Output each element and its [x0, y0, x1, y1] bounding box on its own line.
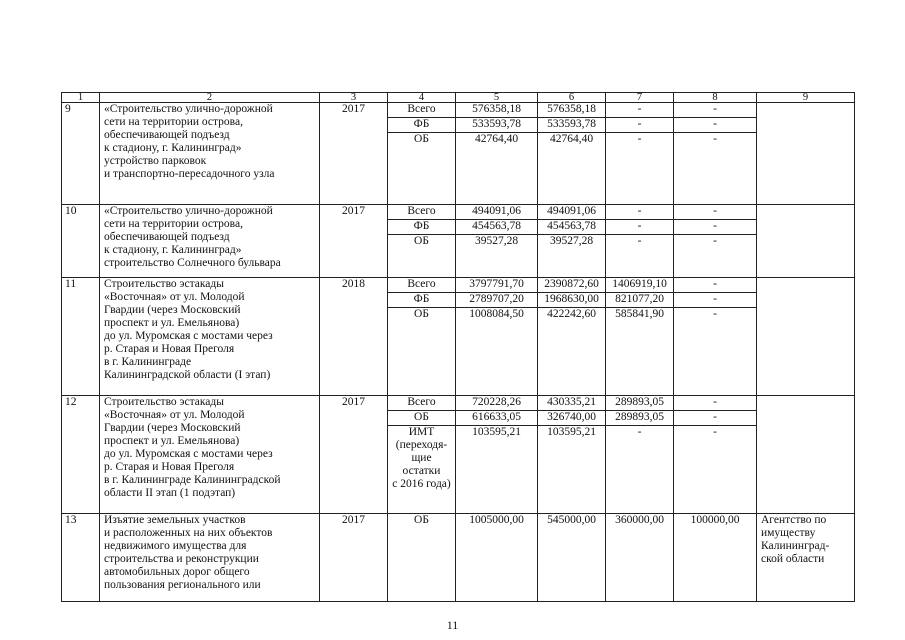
value-cell: 533593,78: [456, 118, 538, 133]
agency-cell: [757, 396, 855, 514]
funding-source-cell: ИМТ (переходя- щие остатки с 2016 года): [388, 426, 456, 514]
value-cell: 39527,28: [538, 235, 606, 278]
value-cell: 1968630,00: [538, 293, 606, 308]
header-row: [62, 93, 855, 103]
table-row: [62, 103, 855, 118]
agency-cell: Агентство по имуществу Калининград- ской области: [757, 514, 855, 602]
header-cell: 3: [320, 93, 388, 103]
header-cell: 5: [456, 93, 538, 103]
value-cell: 422242,60: [538, 308, 606, 396]
funding-source-cell: ОБ: [388, 308, 456, 396]
value-cell: 454563,78: [456, 220, 538, 235]
value-cell: -: [674, 426, 757, 514]
table-row: [62, 205, 855, 220]
value-cell: 533593,78: [538, 118, 606, 133]
value-cell: 289893,05: [606, 396, 674, 411]
value-cell: 454563,78: [538, 220, 606, 235]
year-cell: 2017: [320, 103, 388, 205]
table-row: [62, 278, 855, 293]
value-cell: -: [674, 235, 757, 278]
value-cell: 39527,28: [456, 235, 538, 278]
value-cell: 1008084,50: [456, 308, 538, 396]
value-cell: 1406919,10: [606, 278, 674, 293]
value-cell: 103595,21: [456, 426, 538, 514]
value-cell: 545000,00: [538, 514, 606, 602]
value-cell: 100000,00: [674, 514, 757, 602]
funding-source-cell: Всего: [388, 205, 456, 220]
value-cell: -: [674, 133, 757, 205]
row-number-cell: 13: [62, 514, 100, 602]
value-cell: 430335,21: [538, 396, 606, 411]
value-cell: -: [606, 118, 674, 133]
value-cell: -: [674, 396, 757, 411]
value-cell: -: [606, 426, 674, 514]
funding-source-cell: ФБ: [388, 118, 456, 133]
value-cell: -: [674, 118, 757, 133]
value-cell: 42764,40: [456, 133, 538, 205]
project-name-cell: Строительство эстакады «Восточная» от ул. Молодой Гвардии (через Московский проспект и ул. Емельянова) до ул. Муромская с мостами через р. Старая и Новая Преголя в г. Калининграде Калининградской области (I этап): [100, 278, 320, 396]
table-row: [62, 396, 855, 411]
funding-source-cell: ОБ: [388, 514, 456, 602]
year-cell: 2017: [320, 396, 388, 514]
value-cell: 42764,40: [538, 133, 606, 205]
project-name-cell: Изъятие земельных участков и расположенных на них объектов недвижимого имущества для строительства и реконструкции автомобильных дорог общего пользования регионального или: [100, 514, 320, 602]
value-cell: -: [674, 278, 757, 293]
value-cell: -: [674, 293, 757, 308]
value-cell: -: [674, 205, 757, 220]
project-name-cell: «Строительство улично-дорожной сети на территории острова, обеспечивающей подъезд к стадиону, г. Калининград» строительство Солнечного бульвара: [100, 205, 320, 278]
funding-source-cell: ФБ: [388, 293, 456, 308]
value-cell: 3797791,70: [456, 278, 538, 293]
row-number-cell: 9: [62, 103, 100, 205]
value-cell: 821077,20: [606, 293, 674, 308]
project-name-cell: Строительство эстакады «Восточная» от ул. Молодой Гвардии (через Московский проспект и ул. Емельянова) до ул. Муромская с мостами через р. Старая и Новая Преголя в г. Калининграде Калининградской области II этап (1 подэтап): [100, 396, 320, 514]
value-cell: 494091,06: [538, 205, 606, 220]
header-cell: 6: [538, 93, 606, 103]
funding-source-cell: Всего: [388, 396, 456, 411]
agency-cell: [757, 278, 855, 396]
page-number: 11: [446, 618, 459, 632]
value-cell: -: [674, 411, 757, 426]
header-cell: 8: [674, 93, 757, 103]
funding-source-cell: ОБ: [388, 235, 456, 278]
value-cell: 2789707,20: [456, 293, 538, 308]
value-cell: 616633,05: [456, 411, 538, 426]
year-cell: 2017: [320, 205, 388, 278]
value-cell: 2390872,60: [538, 278, 606, 293]
value-cell: 576358,18: [538, 103, 606, 118]
value-cell: -: [674, 103, 757, 118]
value-cell: -: [606, 103, 674, 118]
value-cell: 494091,06: [456, 205, 538, 220]
value-cell: 289893,05: [606, 411, 674, 426]
value-cell: 720228,26: [456, 396, 538, 411]
value-cell: 576358,18: [456, 103, 538, 118]
value-cell: -: [674, 308, 757, 396]
header-cell: 9: [757, 93, 855, 103]
funding-source-cell: ОБ: [388, 411, 456, 426]
value-cell: -: [606, 133, 674, 205]
value-cell: -: [606, 205, 674, 220]
funding-source-cell: Всего: [388, 278, 456, 293]
header-cell: 1: [62, 93, 100, 103]
year-cell: 2017: [320, 514, 388, 602]
value-cell: 1005000,00: [456, 514, 538, 602]
header-cell: 4: [388, 93, 456, 103]
row-number-cell: 11: [62, 278, 100, 396]
value-cell: -: [606, 235, 674, 278]
value-cell: -: [674, 220, 757, 235]
year-cell: 2018: [320, 278, 388, 396]
header-cell: 7: [606, 93, 674, 103]
agency-cell: [757, 205, 855, 278]
value-cell: 103595,21: [538, 426, 606, 514]
funding-source-cell: Всего: [388, 103, 456, 118]
value-cell: -: [606, 220, 674, 235]
funding-source-cell: ФБ: [388, 220, 456, 235]
budget-table: [61, 92, 855, 602]
agency-cell: [757, 103, 855, 205]
funding-source-cell: ОБ: [388, 133, 456, 205]
table-row: [62, 514, 855, 602]
project-name-cell: «Строительство улично-дорожной сети на территории острова, обеспечивающей подъезд к стадиону, г. Калининград» устройство парковок и транспортно-пересадочного узла: [100, 103, 320, 205]
value-cell: 585841,90: [606, 308, 674, 396]
row-number-cell: 12: [62, 396, 100, 514]
value-cell: 360000,00: [606, 514, 674, 602]
value-cell: 326740,00: [538, 411, 606, 426]
row-number-cell: 10: [62, 205, 100, 278]
header-cell: 2: [100, 93, 320, 103]
